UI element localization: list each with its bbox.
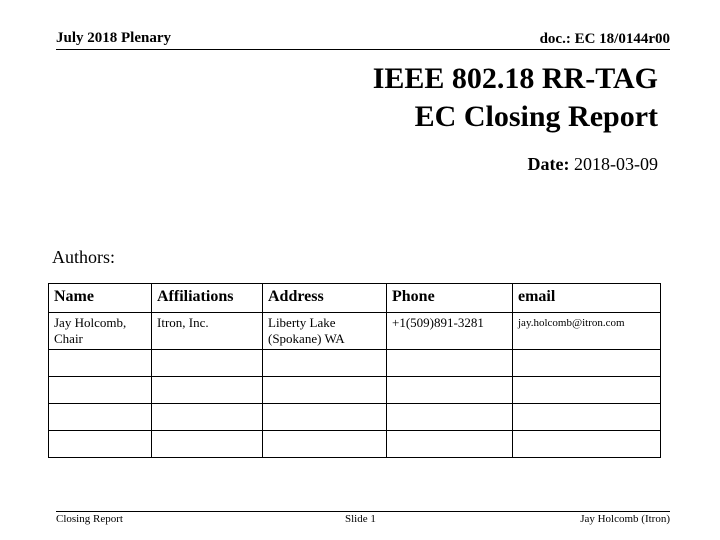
table-row bbox=[49, 313, 661, 350]
author-phone: +1(509)891-3281 bbox=[387, 313, 513, 350]
header-divider bbox=[56, 49, 670, 50]
column-header-address: Address bbox=[263, 284, 387, 313]
table-cell bbox=[513, 350, 661, 377]
title-line-1: IEEE 802.18 RR-TAG bbox=[372, 62, 658, 95]
date-line bbox=[528, 154, 658, 175]
table-row bbox=[49, 350, 661, 377]
table-cell bbox=[49, 404, 152, 431]
footer-author: Jay Holcomb (Itron) bbox=[580, 513, 670, 525]
table-cell bbox=[387, 431, 513, 458]
authors-header-row bbox=[49, 284, 661, 313]
author-affiliation: Itron, Inc. bbox=[152, 313, 263, 350]
table-cell bbox=[513, 377, 661, 404]
author-email: jay.holcomb@itron.com bbox=[513, 313, 661, 350]
footer-divider bbox=[56, 511, 670, 512]
table-cell bbox=[152, 350, 263, 377]
column-header-phone: Phone bbox=[387, 284, 513, 313]
authors-label: Authors: bbox=[52, 247, 115, 267]
table-cell bbox=[263, 404, 387, 431]
table-row bbox=[49, 377, 661, 404]
table-cell bbox=[263, 350, 387, 377]
table-cell bbox=[387, 404, 513, 431]
table-cell bbox=[152, 377, 263, 404]
table-cell bbox=[49, 350, 152, 377]
column-header-name: Name bbox=[49, 284, 152, 313]
title-line-2: EC Closing Report bbox=[414, 100, 658, 133]
column-header-email: email bbox=[513, 284, 661, 313]
table-cell bbox=[513, 404, 661, 431]
table-cell bbox=[152, 404, 263, 431]
table-cell bbox=[152, 431, 263, 458]
table-cell bbox=[513, 431, 661, 458]
table-cell bbox=[387, 350, 513, 377]
header-doc-number: doc.: EC 18/0144r00 bbox=[539, 31, 670, 47]
table-cell bbox=[263, 431, 387, 458]
author-name: Jay Holcomb, Chair bbox=[49, 313, 152, 350]
footer-left: Closing Report bbox=[56, 513, 123, 525]
table-cell bbox=[49, 377, 152, 404]
header-session: July 2018 Plenary bbox=[56, 30, 171, 46]
slide-title bbox=[373, 60, 658, 136]
table-cell bbox=[49, 431, 152, 458]
table-row bbox=[49, 404, 661, 431]
table-cell bbox=[263, 377, 387, 404]
table-row bbox=[49, 431, 661, 458]
slide-number: Slide 1 bbox=[345, 513, 376, 525]
authors-table bbox=[48, 283, 661, 458]
column-header-affiliations: Affiliations bbox=[152, 284, 263, 313]
date-label: Date: bbox=[527, 154, 570, 174]
date-value: 2018-03-09 bbox=[574, 154, 658, 174]
author-address: Liberty Lake (Spokane) WA bbox=[263, 313, 387, 350]
table-cell bbox=[387, 377, 513, 404]
